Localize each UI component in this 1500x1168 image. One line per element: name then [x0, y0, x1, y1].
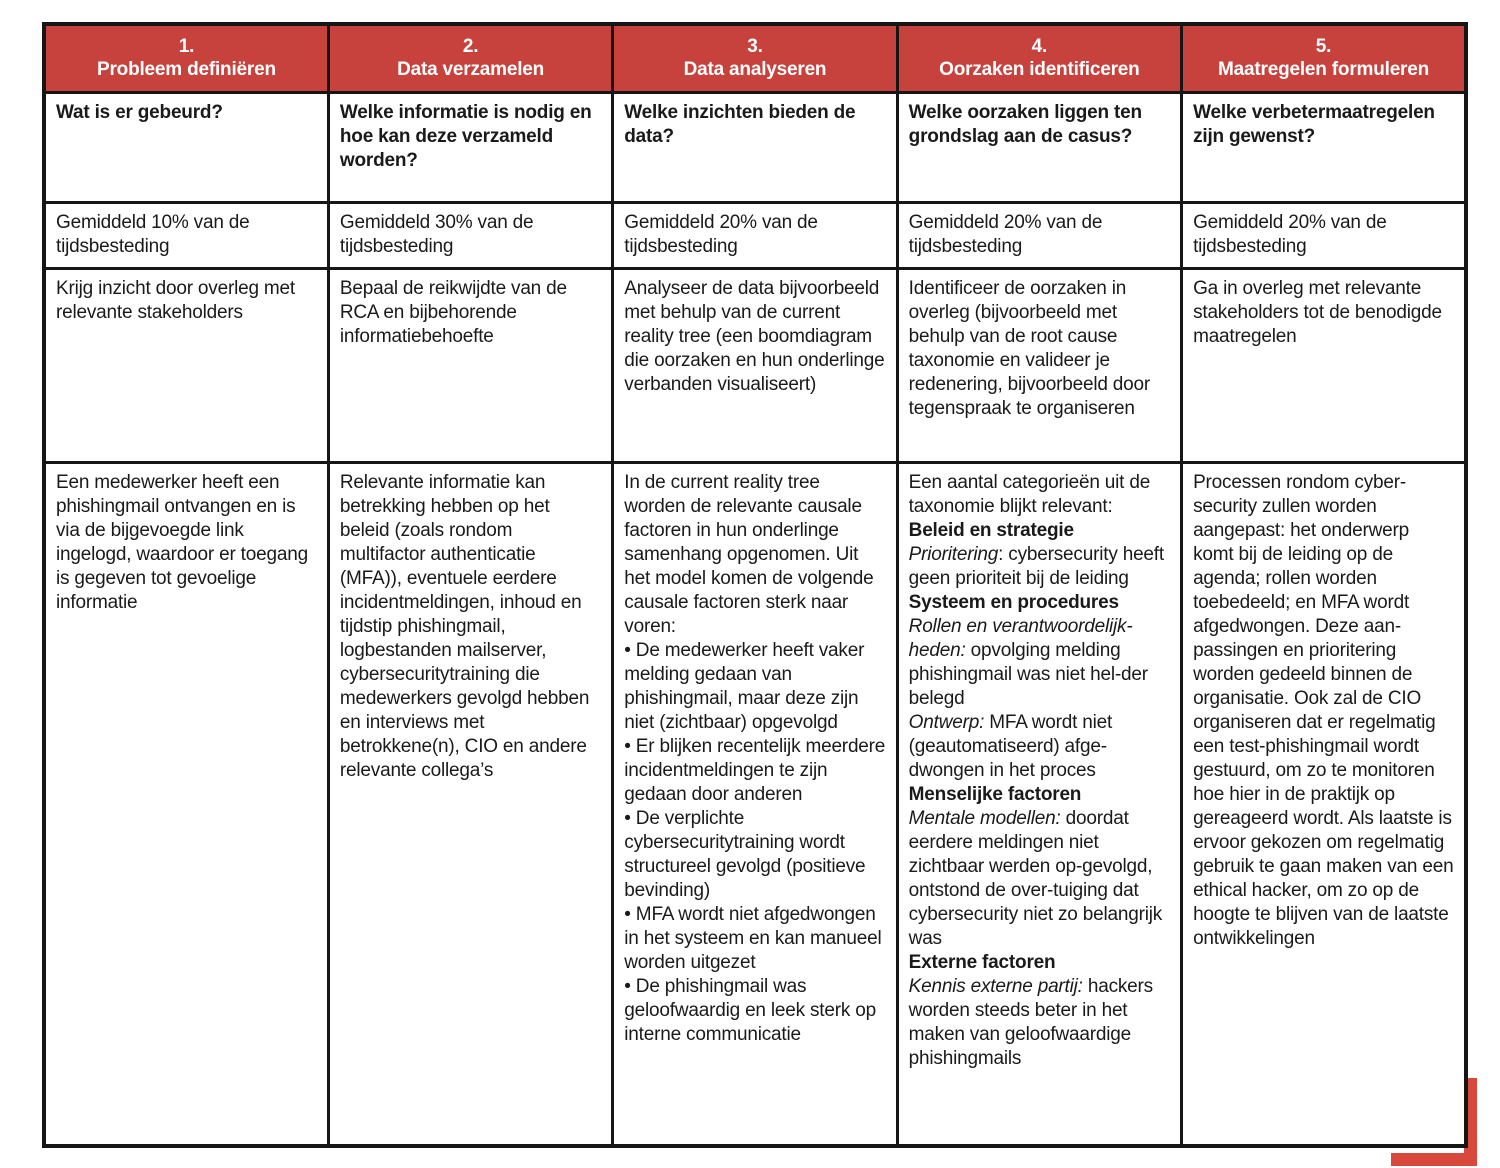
step-title-2: Data verzamelen	[397, 59, 545, 81]
time-cell-4: Gemiddeld 20% van de tijdsbesteding	[897, 202, 1181, 268]
question-cell-3: Welke inzichten bieden de data?	[613, 92, 897, 202]
step-title-1: Probleem definiëren	[97, 59, 276, 81]
step-header-3	[613, 24, 897, 92]
case-paragraph: Rollen en verantwoordelijk-heden: opvolging melding phishingmail was niet hel-der belegd	[908, 615, 1148, 709]
step-title-3: Data analyseren	[683, 59, 827, 81]
case-row	[44, 462, 1466, 1146]
question-cell-5: Welke verbetermaatregelen zijn gewenst?	[1182, 92, 1466, 202]
case-paragraph: Processen rondom cyber-security zullen worden aangepast: het onderwerp komt bij de leiding op de agenda; rollen worden toebedeeld; en MFA wordt afgedwongen. Deze aan-passingen en prioritering worden gedeeld binnen de organisatie. Ook zal de CIO organiseren dat er regelmatig een test-phishingmail wordt gestuurd, om zo te monitoren hoe hier in de praktijk op gereageerd wordt. Als laatste is ervoor gekozen om regelmatig gebruik te gaan maken van een ethical hacker, om zo op de hoogte te blijven van de laatste ontwikkelingen	[1193, 471, 1454, 949]
approach-cell-1: Krijg inzicht door overleg met relevante stakeholders	[44, 268, 328, 462]
approach-cell-3: Analyseer de data bijvoorbeeld met behulp van de current reality tree (een boomdiagram die oorzaken en hun onderlinge verbanden visualiseert)	[613, 268, 897, 462]
time-row	[44, 202, 1466, 268]
case-paragraph: Ontwerp: MFA wordt niet (geautomatiseerd) afge-dwongen in het proces	[908, 711, 1113, 781]
case-paragraph: Kennis externe partij: hackers worden steeds beter in het maken van geloofwaardige phishingmails	[908, 975, 1153, 1069]
question-cell-4: Welke oorzaken liggen ten grondslag aan de casus?	[897, 92, 1181, 202]
case-cell-5	[1182, 462, 1466, 1146]
approach-cell-2: Bepaal de reikwijdte van de RCA en bijbehorende informatiebehoefte	[328, 268, 612, 462]
case-paragraph: Systeem en procedures	[908, 591, 1119, 613]
question-cell-2: Welke informatie is nodig en hoe kan deze verzameld worden?	[328, 92, 612, 202]
case-paragraph: In de current reality tree worden de relevante causale factoren in hun onderlinge samenhang opgenomen. Uit het model komen de volgende causale factoren sterk naar voren:	[624, 471, 874, 637]
time-cell-5: Gemiddeld 20% van de tijdsbesteding	[1182, 202, 1466, 268]
case-paragraph: • De phishingmail was geloofwaardig en leek sterk op interne communicatie	[624, 975, 876, 1045]
approach-row	[44, 268, 1466, 462]
case-cell-1	[44, 462, 328, 1146]
case-paragraph: • De verplichte cybersecuritytraining wordt structureel gevolgd (positieve bevinding)	[624, 807, 866, 901]
red-corner-horizontal-bar	[1391, 1153, 1477, 1166]
case-cell-3	[613, 462, 897, 1146]
case-paragraph: Een medewerker heeft een phishingmail ontvangen en is via de bijgevoegde link ingelogd, waardoor er toegang is gegeven tot gevoelige informatie	[56, 471, 308, 613]
time-cell-1: Gemiddeld 10% van de tijdsbesteding	[44, 202, 328, 268]
case-paragraph: Prioritering: cybersecurity heeft geen prioriteit bij de leiding	[908, 543, 1164, 589]
case-paragraph: Beleid en strategie	[908, 519, 1074, 541]
case-cell-4	[897, 462, 1181, 1146]
step-number-1: 1.	[178, 36, 195, 58]
case-paragraph: Mentale modellen: doordat eerdere meldingen niet zichtbaar werden op-gevolgd, ontstond de over-tuiging dat cybersecurity niet zo belangrijk was	[908, 807, 1163, 949]
case-paragraph: • De medewerker heeft vaker melding gedaan van phishingmail, maar deze zijn niet (zichtbaar) opgevolgd	[624, 639, 865, 733]
case-paragraph: Relevante informatie kan betrekking hebben op het beleid (zoals rondom multifactor authenticatie (MFA)), eventuele eerdere incidentmeldingen, inhoud en tijdstip phishingmail, logbestanden mailserver, cybersecuritytraining die medewerkers gevolgd hebben en interviews met betrokkene(n), CIO en andere relevante collega’s	[339, 471, 590, 781]
case-paragraph: Een aantal categorieën uit de taxonomie blijkt relevant:	[908, 471, 1151, 517]
question-row	[44, 92, 1466, 202]
step-header-1	[44, 24, 328, 92]
approach-cell-5: Ga in overleg met relevante stakeholders tot de benodigde maatregelen	[1182, 268, 1466, 462]
step-number-2: 2.	[462, 36, 479, 58]
case-paragraph: Menselijke factoren	[908, 783, 1082, 805]
step-number-3: 3.	[747, 36, 763, 58]
step-number-5: 5.	[1315, 36, 1332, 58]
step-header-5	[1182, 24, 1466, 92]
header-row	[44, 24, 1466, 92]
step-title-5: Maatregelen formuleren	[1218, 59, 1430, 81]
step-number-4: 4.	[1031, 36, 1048, 58]
case-paragraph: Externe factoren	[908, 951, 1056, 973]
step-header-2	[328, 24, 612, 92]
question-cell-1: Wat is er gebeurd?	[44, 92, 328, 202]
case-paragraph: • Er blijken recentelijk meerdere incidentmeldingen te zijn gedaan door anderen	[624, 735, 886, 805]
approach-cell-4: Identificeer de oorzaken in overleg (bijvoorbeeld met behulp van de root cause taxonomie en valideer je redenering, bijvoorbeeld door tegenspraak te organiseren	[897, 268, 1181, 462]
time-cell-2: Gemiddeld 30% van de tijdsbesteding	[328, 202, 612, 268]
time-cell-3: Gemiddeld 20% van de tijdsbesteding	[613, 202, 897, 268]
step-title-4: Oorzaken identificeren	[939, 59, 1140, 81]
case-paragraph: • MFA wordt niet afgedwongen in het systeem en kan manueel worden uitgezet	[624, 903, 882, 973]
rca-steps-table	[42, 22, 1468, 1148]
step-header-4	[897, 24, 1181, 92]
case-cell-2	[328, 462, 612, 1146]
